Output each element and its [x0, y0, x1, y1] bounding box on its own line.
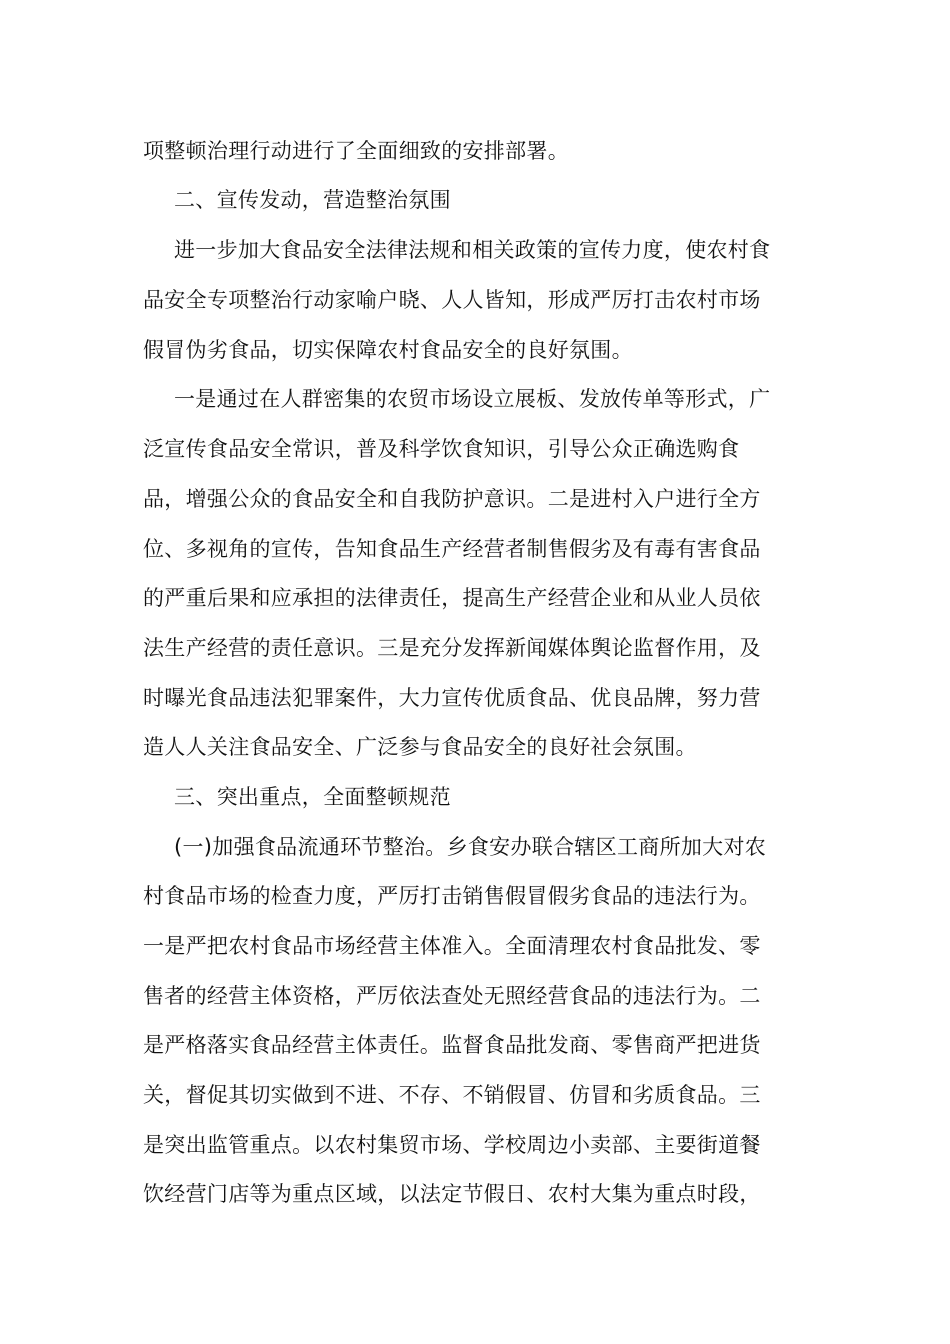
text-line-9: 位、多视角的宣传，告知食品生产经营者制售假劣及有毒有害食品 — [143, 537, 761, 561]
section-heading-2: 二、宣传发动，营造整治氛围 — [174, 188, 451, 212]
text-line-22: 饮经营门店等为重点区域，以法定节假日、农村大集为重点时段， — [143, 1182, 761, 1206]
text-line-8: 品，增强公众的食品安全和自我防护意识。二是进村入户进行全方 — [143, 487, 761, 511]
text-line-18: 售者的经营主体资格，严厉依法查处无照经营食品的违法行为。二 — [143, 984, 761, 1008]
text-line-3: 进一步加大食品安全法律法规和相关政策的宣传力度，使农村食 — [174, 238, 771, 262]
text-line-15: (一)加强食品流通环节整治。乡食安办联合辖区工商所加大对农 — [174, 835, 767, 859]
text-line-10: 的严重后果和应承担的法律责任，提高生产经营企业和从业人员依 — [143, 586, 761, 610]
text-line-5: 假冒伪劣食品，切实保障农村食品安全的良好氛围。 — [143, 338, 633, 362]
text-line-16: 村食品市场的检查力度，严厉打击销售假冒假劣食品的违法行为。 — [143, 884, 761, 908]
text-line-11: 法生产经营的责任意识。三是充分发挥新闻媒体舆论监督作用，及 — [143, 636, 761, 660]
text-line-12: 时曝光食品违法犯罪案件，大力宣传优质食品、优良品牌，努力营 — [143, 686, 761, 710]
text-line-21: 是突出监管重点。以农村集贸市场、学校周边小卖部、主要街道餐 — [143, 1133, 761, 1157]
text-line-4: 品安全专项整治行动家喻户晓、人人皆知，形成严厉打击农村市场 — [143, 288, 761, 312]
text-line-19: 是严格落实食品经营主体责任。监督食品批发商、零售商严把进货 — [143, 1033, 761, 1057]
text-line-20: 关，督促其切实做到不进、不存、不销假冒、仿冒和劣质食品。三 — [143, 1083, 761, 1107]
text-line-7: 泛宣传食品安全常识，普及科学饮食知识，引导公众正确选购食 — [143, 437, 740, 461]
text-line-17: 一是严把农村食品市场经营主体准入。全面清理农村食品批发、零 — [143, 934, 761, 958]
text-line-1: 项整顿治理行动进行了全面细致的安排部署。 — [143, 139, 569, 163]
text-line-13: 造人人关注食品安全、广泛参与食品安全的良好社会氛围。 — [143, 735, 697, 759]
section-heading-3: 三、突出重点，全面整顿规范 — [174, 785, 451, 809]
text-line-6: 一是通过在人群密集的农贸市场设立展板、发放传单等形式，广 — [174, 387, 771, 411]
